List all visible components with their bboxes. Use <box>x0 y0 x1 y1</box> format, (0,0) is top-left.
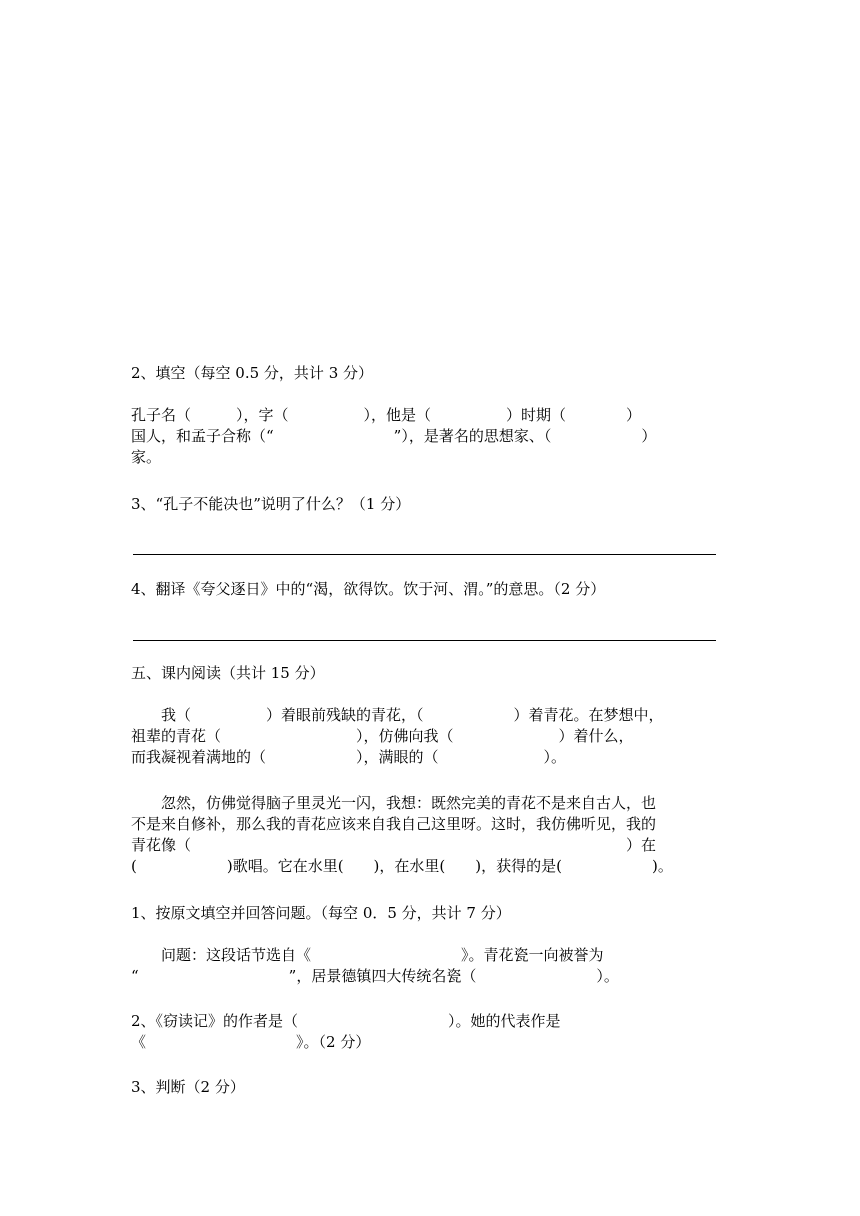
question-2-line: 孔子名（ ），字（ ），他是（ ）时期（ ） <box>131 406 642 424</box>
passage-line: 而我凝视着满地的（ ），满眼的（ ）。 <box>131 748 567 766</box>
reading-passage-1 <box>131 705 731 768</box>
passage-line: 忽然，仿佛觉得脑子里灵光一闪，我想：既然完美的青花不是来自古人，也 <box>131 794 657 812</box>
section-5-question-1-title: 1、按原文填空并回答问题。（每空 0．5 分，共计 7 分） <box>131 904 511 922</box>
question-2-line: 家。 <box>131 448 162 466</box>
section-5-question-3-title: 3、判断（2 分） <box>131 1078 245 1096</box>
question-line: “ ”，居景德镇四大传统名瓷（ ）。 <box>131 967 619 985</box>
section-5-title: 五、课内阅读（共计 15 分） <box>131 664 325 682</box>
passage-line: ( )歌唱。它在水里( )，在水里( )，获得的是( )。 <box>131 857 673 875</box>
passage-line: 祖辈的青花（ ），仿佛向我（ ）着什么， <box>131 727 634 745</box>
passage-line: 青花像（ ）在 <box>131 836 657 854</box>
question-2-title: 2、填空（每空 0.5 分，共计 3 分） <box>131 364 374 382</box>
question-line: 《 》。（2 分） <box>131 1033 371 1051</box>
question-line: 问题：这段话节选自《 》。青花瓷一向被誉为 <box>131 946 604 964</box>
question-2-body <box>131 405 731 468</box>
question-3-title: 3、“孔子不能决也”说明了什么？（1 分） <box>131 495 411 513</box>
question-2-line: 国人，和孟子合称（“ ”），是著名的思想家、（ ） <box>131 427 657 445</box>
question-line: 2、《窃读记》的作者是（ ）。她的代表作是 <box>131 1012 561 1030</box>
question-4-title: 4、翻译《夸父逐日》中的“渴，欲得饮。饮于河、渭。”的意思。（2 分） <box>131 580 606 598</box>
section-5-question-2 <box>131 1011 731 1053</box>
answer-line <box>133 554 716 555</box>
answer-line <box>133 640 716 641</box>
passage-line: 我（ ）着眼前残缺的青花，（ ）着青花。在梦想中， <box>131 706 664 724</box>
reading-passage-2 <box>131 793 731 877</box>
section-5-question-1-body <box>131 945 731 987</box>
passage-line: 不是来自修补，那么我的青花应该来自我自己这里呀。这时，我仿佛听见，我的 <box>131 815 657 833</box>
